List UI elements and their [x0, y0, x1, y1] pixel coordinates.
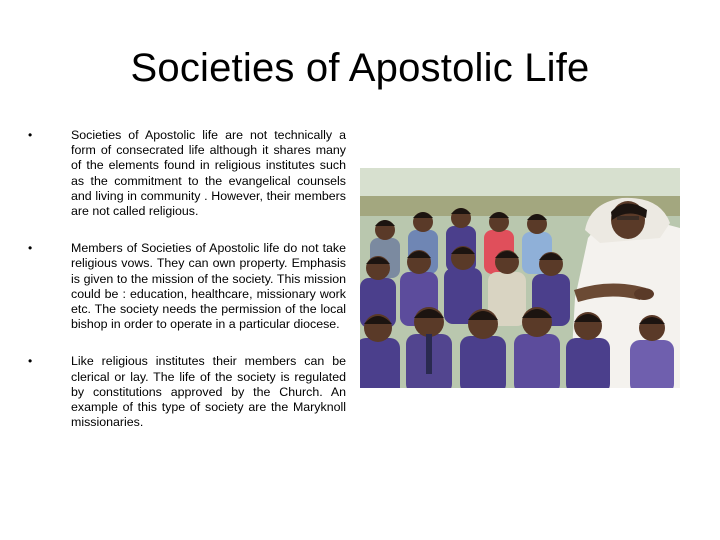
bullet-marker: • [28, 354, 33, 369]
bullet-item [28, 128, 346, 219]
bullet-marker: • [28, 241, 33, 256]
bullet-marker: • [28, 128, 33, 142]
bullet-list [28, 128, 346, 452]
bullet-item [28, 354, 346, 430]
bullet-item [28, 241, 346, 332]
bullet-text: Societies of Apostolic life are not technically a form of consecrated life although it shares many of the elements found in religious institutes such as the commitment to the evangelical counsels and living in community . However, their members are not called religious. [71, 128, 346, 219]
photo-children-with-nun [360, 168, 680, 388]
bullet-text: Like religious institutes their members can be clerical or lay. The life of the society is regulated by constitutions approved by the Church. An example of this type of society are the Maryknoll missionaries. [71, 354, 346, 430]
slide-title: Societies of Apostolic Life [130, 46, 590, 90]
photo-illustration [360, 168, 680, 388]
bullet-text: Members of Societies of Apostolic life do not take religious vows. They can own property. Emphasis is given to the mission of the society. This mission could be : education, healthcare, missionary work etc. The society needs the permission of the local bishop in order to operate in a particular diocese. [71, 241, 346, 332]
